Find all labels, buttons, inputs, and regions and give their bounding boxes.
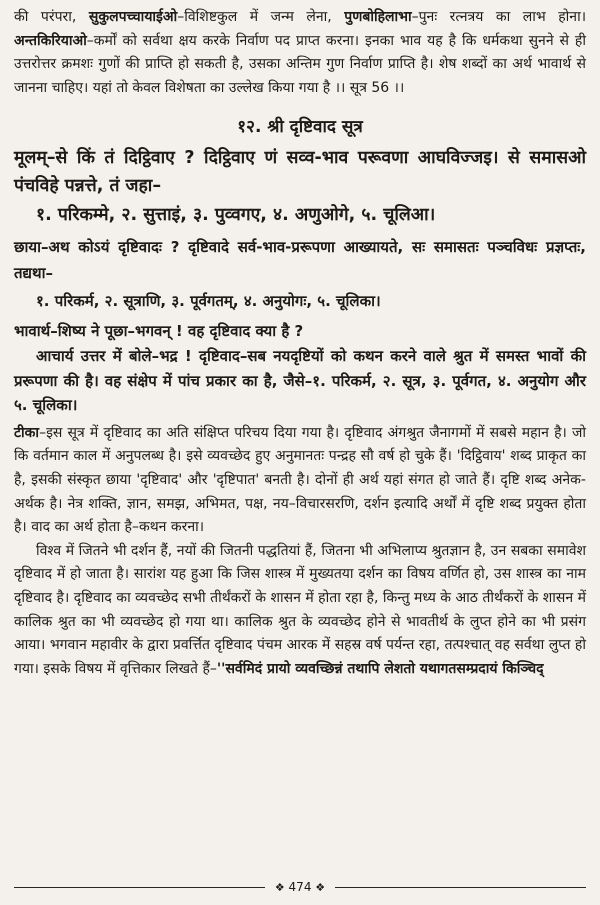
sanskrit-quote: ''सर्वमिदं प्रायो व्यवच्छिन्नं तथापि लेशतो यथागतसम्प्रदायं किञ्चिद्: [216, 660, 544, 677]
section-title: १२. श्री दृष्टिवाद सूत्र: [237, 117, 363, 138]
commentary-paragraph: [14, 540, 586, 682]
term-antakiriyao: अन्तकिरियाओ: [14, 32, 87, 49]
tika-paragraph: [14, 422, 586, 540]
continuation-paragraph: [14, 6, 586, 100]
page-number-group: [265, 880, 335, 895]
tika-text: –इस सूत्र में दृष्टिवाद का अति संक्षिप्त परिचय दिया गया है। दृष्टिवाद अंगश्रुत जैनागमों में सबसे महान है। जो कि वर्तमान काल में अनुपलब्ध है। इसे व्यवच्छेद हुए अनुमानतः पन्द्रह सौ वर्ष हो चुके हैं। 'दिट्ठिवाय' शब्द प्राकृत का है, इसकी संस्कृत छाया 'दृष्टिवाद' और 'दृष्टिपात' बनती है। दोनों ही अर्थ यहां संगत हो जाते हैं। दृष्टि शब्द अनेक-अर्थक है। नेत्र शक्ति, ज्ञान, समझ, अभिमत, पक्ष, नय–विचारसरणि, दर्शन इत्यादि अर्थों में दृष्टि शब्द प्रयुक्त होता है। वाद का अर्थ होता है–कथन करना।: [14, 424, 586, 536]
commentary-text: विश्व में जितने भी दर्शन हैं, नयों की जितनी पद्धतियां हैं, जितना भी अभिलाप्य श्रुतज्ञान है, उन सबका समावेश दृष्टिवाद में हो जाता है। सारांश यह हुआ कि जिस शास्त्र में मुख्यतया दर्शन का विषय वर्णित हो, उस शास्त्र का नाम दृष्टिवाद है। दृष्टिवाद का व्यवच्छेद सभी तीर्थंकरों के शासन में होता रहा है, किन्तु मध्य के आठ तीर्थंकरों के शासन में कालिक श्रुत का भी व्यवच्छेद हो गया था। कालिक श्रुत के व्यवच्छेद होने से भावतीर्थ के लुप्त होने का भी प्रसंग आया। भगवान महावीर के द्वारा प्रवर्त्तित दृष्टिवाद पंचम आरक में सहस्र वर्ष पर्यन्त रहा, तत्पश्चात् वह सर्वथा लुप्त हो गया। इसके विषय में वृत्तिकार लिखते हैं–: [14, 542, 586, 677]
text-span: की परंपरा,: [14, 9, 89, 25]
bhavartha-answer: आचार्य उत्तर में बोले–भद्र ! दृष्टिवाद–सब नयदृष्टियों को कथन करने वाले श्रुत में समस्त भावों की प्ररूपणा की है। वह संक्षेप में पांच प्रकार का है, जैसे–१. परिकर्म, २. सूत्र, ३. पूर्वगत, ४. अनुयोग और ५. चूलिका।: [14, 347, 586, 415]
ornament-icon: ❖: [274, 881, 285, 894]
text-span: –कर्मों को सर्वथा क्षय करके निर्वाण पद प्राप्त करना। इनका भाव यह है कि धर्मकथा सुनने से ही उत्तरोत्तर क्रमशः गुणों की प्राप्ति हो सकती है, उसका अन्तिम गुण निर्वाण प्राप्ति है। शेष शब्दों का अर्थ भावार्थ से जानना चाहिए। यहां तो केवल विशेषता का उल्लेख किया गया है ।। सूत्र 56 ।।: [14, 32, 586, 96]
term-sukulpacchayaio: सुकुलपच्चायाईओ: [88, 9, 178, 25]
text-span: –विशिष्टकुल में जन्म लेना,: [177, 9, 345, 25]
page-number: 474: [288, 880, 312, 894]
page-footer: [14, 880, 586, 895]
chhaya-list: १. परिकर्म, २. सूत्राणि, ३. पूर्वगतम्, ४. अनुयोगः, ५. चूलिका।: [36, 292, 381, 311]
text-span: –पुनः रत्नत्रय का लाभ होना।: [411, 9, 586, 25]
bhavartha-question: भावार्थ–शिष्य ने पूछा–भगवन् ! वह दृष्टिवाद क्या है ?: [14, 322, 304, 341]
mulam-text: मूलम्–से किं तं दिट्ठिवाए ? दिट्ठिवाए णं सव्व-भाव परूवणा आघविज्जइ। से समासओ पंचविहे पन्नत्ते, तं जहा–: [14, 148, 586, 197]
ornament-icon: ❖: [315, 881, 326, 894]
chhaya-text: छाया–अथ कोऽयं दृष्टिवादः ? दृष्टिवादे सर्व-भाव-प्ररूपणा आख्यायते, सः समासतः पञ्चविधः प्रज्ञप्तः, तद्यथा–: [14, 238, 586, 283]
tika-label: टीका: [14, 424, 40, 441]
term-punabohilabha: पुणबोहिलाभा: [344, 9, 412, 25]
footer-rule-left: [14, 887, 265, 888]
footer-rule-right: [335, 887, 586, 888]
mulam-list: १. परिकम्मे, २. सुत्ताइं, ३. पुव्वगए, ४. अणुओगे, ५. चूलिआ।: [36, 205, 436, 226]
